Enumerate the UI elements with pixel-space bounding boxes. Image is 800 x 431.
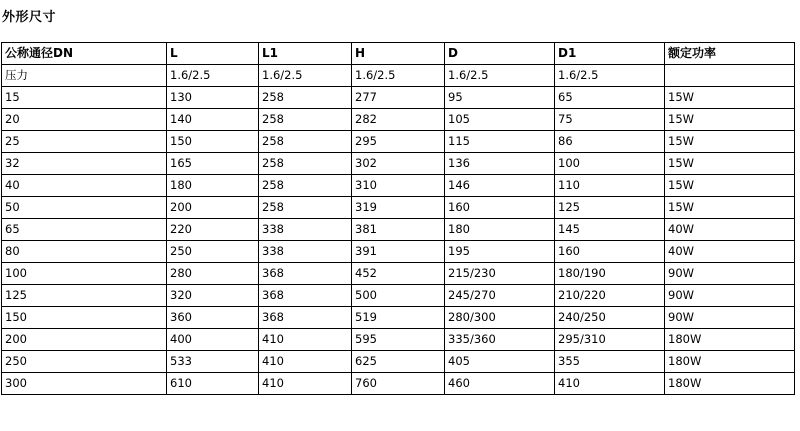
- cell-h: 277: [352, 87, 445, 109]
- table-body: [2, 43, 795, 395]
- cell-d: 180: [445, 219, 555, 241]
- cell-h: 302: [352, 153, 445, 175]
- table-row: [2, 87, 795, 109]
- cell-d1: 295/310: [555, 329, 665, 351]
- cell-d1: 210/220: [555, 285, 665, 307]
- table-row: [2, 153, 795, 175]
- cell-d: D: [445, 43, 555, 65]
- cell-d1: 145: [555, 219, 665, 241]
- cell-h: 625: [352, 351, 445, 373]
- cell-dn: 32: [2, 153, 167, 175]
- cell-rated-power: 15W: [665, 197, 795, 219]
- cell-l: 400: [167, 329, 259, 351]
- cell-l: L: [167, 43, 259, 65]
- cell-l: 200: [167, 197, 259, 219]
- cell-l: 610: [167, 373, 259, 395]
- cell-rated-power: 40W: [665, 241, 795, 263]
- cell-dn: 80: [2, 241, 167, 263]
- cell-dn: 公称通径DN: [2, 43, 167, 65]
- cell-l: 533: [167, 351, 259, 373]
- cell-l: 130: [167, 87, 259, 109]
- cell-rated-power: 90W: [665, 285, 795, 307]
- cell-rated-power: 90W: [665, 307, 795, 329]
- cell-rated-power: 15W: [665, 175, 795, 197]
- cell-dn: 20: [2, 109, 167, 131]
- cell-d1: 65: [555, 87, 665, 109]
- cell-h: H: [352, 43, 445, 65]
- cell-l: 220: [167, 219, 259, 241]
- cell-d: 195: [445, 241, 555, 263]
- cell-dn: 300: [2, 373, 167, 395]
- table-row: [2, 109, 795, 131]
- cell-l: 320: [167, 285, 259, 307]
- cell-l1: 258: [259, 131, 352, 153]
- pressure-row: [2, 65, 795, 87]
- table-row: [2, 175, 795, 197]
- cell-l1: 338: [259, 219, 352, 241]
- cell-d: 115: [445, 131, 555, 153]
- cell-l: 250: [167, 241, 259, 263]
- table-row: [2, 351, 795, 373]
- table-row: [2, 329, 795, 351]
- cell-h: 452: [352, 263, 445, 285]
- cell-rated-power: 额定功率: [665, 43, 795, 65]
- cell-l1: 410: [259, 373, 352, 395]
- cell-h: 319: [352, 197, 445, 219]
- cell-l: 165: [167, 153, 259, 175]
- cell-dn: 40: [2, 175, 167, 197]
- cell-l1: 368: [259, 263, 352, 285]
- cell-d: 245/270: [445, 285, 555, 307]
- cell-d1: 100: [555, 153, 665, 175]
- cell-d: 215/230: [445, 263, 555, 285]
- cell-d1: 75: [555, 109, 665, 131]
- cell-dn: 200: [2, 329, 167, 351]
- cell-l: 180: [167, 175, 259, 197]
- cell-h: 1.6/2.5: [352, 65, 445, 87]
- table-row: [2, 307, 795, 329]
- cell-l1: 1.6/2.5: [259, 65, 352, 87]
- cell-h: 595: [352, 329, 445, 351]
- cell-l1: 258: [259, 87, 352, 109]
- cell-dn: 250: [2, 351, 167, 373]
- cell-h: 310: [352, 175, 445, 197]
- cell-h: 760: [352, 373, 445, 395]
- cell-d1: 240/250: [555, 307, 665, 329]
- cell-d: 105: [445, 109, 555, 131]
- table-row: [2, 241, 795, 263]
- cell-l1: 258: [259, 153, 352, 175]
- cell-l: 280: [167, 263, 259, 285]
- cell-l1: 368: [259, 285, 352, 307]
- cell-rated-power: 15W: [665, 131, 795, 153]
- cell-rated-power: 15W: [665, 87, 795, 109]
- cell-d: 160: [445, 197, 555, 219]
- cell-d1: D1: [555, 43, 665, 65]
- cell-h: 282: [352, 109, 445, 131]
- cell-dn: 15: [2, 87, 167, 109]
- cell-l1: 368: [259, 307, 352, 329]
- cell-d1: 125: [555, 197, 665, 219]
- cell-rated-power: 180W: [665, 351, 795, 373]
- cell-h: 391: [352, 241, 445, 263]
- page-title: 外形尺寸: [2, 10, 57, 25]
- cell-rated-power: 15W: [665, 153, 795, 175]
- cell-l1: 338: [259, 241, 352, 263]
- cell-d1: 180/190: [555, 263, 665, 285]
- table-row: [2, 197, 795, 219]
- cell-dn: 压力: [2, 65, 167, 87]
- cell-dn: 25: [2, 131, 167, 153]
- cell-rated-power: 40W: [665, 219, 795, 241]
- cell-d: 280/300: [445, 307, 555, 329]
- cell-l: 150: [167, 131, 259, 153]
- cell-l1: 258: [259, 175, 352, 197]
- cell-d1: 410: [555, 373, 665, 395]
- cell-h: 381: [352, 219, 445, 241]
- table-header-row: [2, 43, 795, 65]
- table-row: [2, 373, 795, 395]
- cell-d1: 355: [555, 351, 665, 373]
- table-row: [2, 263, 795, 285]
- cell-rated-power: 180W: [665, 329, 795, 351]
- table-row: [2, 131, 795, 153]
- cell-dn: 150: [2, 307, 167, 329]
- cell-h: 295: [352, 131, 445, 153]
- cell-h: 519: [352, 307, 445, 329]
- cell-d: 335/360: [445, 329, 555, 351]
- table-row: [2, 219, 795, 241]
- cell-rated-power: 180W: [665, 373, 795, 395]
- cell-d: 146: [445, 175, 555, 197]
- cell-l: 1.6/2.5: [167, 65, 259, 87]
- cell-l1: 410: [259, 329, 352, 351]
- table-row: [2, 285, 795, 307]
- cell-d: 136: [445, 153, 555, 175]
- cell-dn: 100: [2, 263, 167, 285]
- cell-l1: 410: [259, 351, 352, 373]
- cell-rated-power: 90W: [665, 263, 795, 285]
- cell-l1: 258: [259, 197, 352, 219]
- cell-d1: 1.6/2.5: [555, 65, 665, 87]
- cell-dn: 125: [2, 285, 167, 307]
- cell-l: 360: [167, 307, 259, 329]
- cell-rated-power: 15W: [665, 109, 795, 131]
- cell-d: 405: [445, 351, 555, 373]
- cell-l1: L1: [259, 43, 352, 65]
- cell-d: 1.6/2.5: [445, 65, 555, 87]
- cell-dn: 65: [2, 219, 167, 241]
- cell-d1: 86: [555, 131, 665, 153]
- cell-d: 460: [445, 373, 555, 395]
- dimensions-table: [1, 42, 795, 395]
- cell-dn: 50: [2, 197, 167, 219]
- cell-l: 140: [167, 109, 259, 131]
- cell-d1: 110: [555, 175, 665, 197]
- cell-d: 95: [445, 87, 555, 109]
- cell-h: 500: [352, 285, 445, 307]
- cell-rated-power: [665, 65, 795, 87]
- cell-l1: 258: [259, 109, 352, 131]
- cell-d1: 160: [555, 241, 665, 263]
